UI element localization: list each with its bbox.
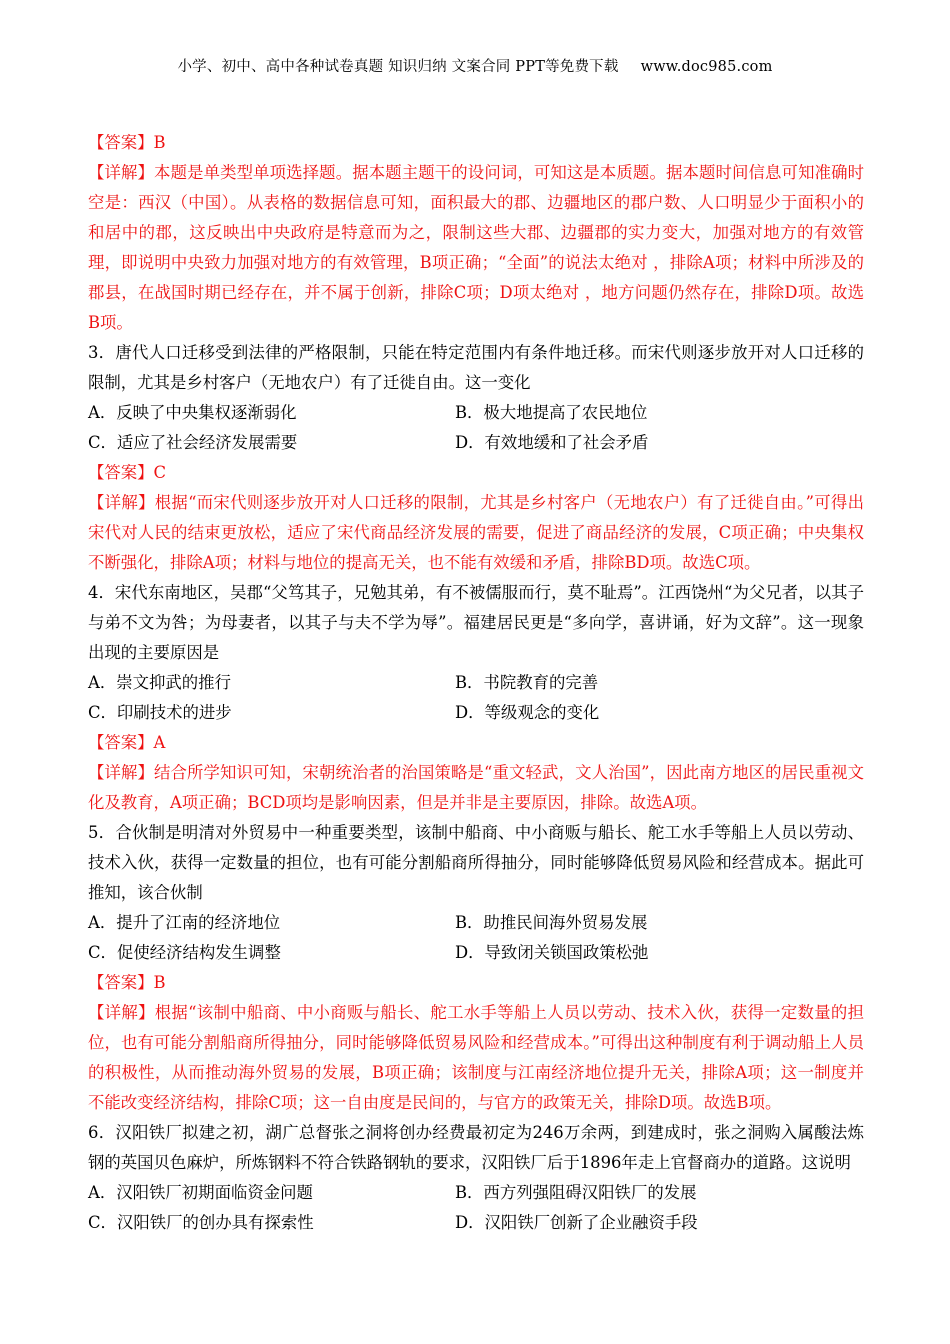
q3-option-c: C．适应了社会经济发展需要 [88, 433, 298, 452]
q6-option-a: A．汉阳铁厂初期面临资金问题 [88, 1183, 313, 1202]
q5-option-b: B．助推民间海外贸易发展 [455, 913, 648, 932]
q3-answer: 【答案】C [88, 463, 167, 482]
q3-option-d: D．有效地缓和了社会矛盾 [455, 433, 649, 452]
q5-option-a: A．提升了江南的经济地位 [88, 913, 281, 932]
q6-options-row2 [88, 1208, 864, 1238]
q5-option-c: C．促使经济结构发生调整 [88, 943, 281, 962]
q4-option-a: A．崇文抑武的推行 [88, 673, 231, 692]
q6-stem: 6．汉阳铁厂拟建之初，湖广总督张之洞将创办经费最初定为246万余两，到建成时，张之洞购入属酸法炼钢的英国贝色麻炉，所炼钢料不符合铁路钢轨的要求，汉阳铁厂后于1896年走上官督商办的道路。这说明 [88, 1123, 864, 1172]
q5-options-row2 [88, 938, 864, 968]
q3-stem: 3．唐代人口迁移受到法律的严格限制，只能在特定范围内有条件地迁移。而宋代则逐步放开对人口迁移的限制，尤其是乡村客户（无地农户）有了迁徙自由。这一变化 [88, 343, 864, 392]
q2-detail: 【详解】本题是单类型单项选择题。据本题主题干的设问词，可知这是本质题。据本题时间信息可知准确时空是：西汉（中国）。从表格的数据信息可知，面积最大的郡、边疆地区的郡户数、人口明显少于面积小的和居中的郡，这反映出中央政府是特意而为之，限制这些大郡、边疆郡的实力变大，加强对地方的有效管理，即说明中央致力加强对地方的有效管理，B项正确；“全面”的说法太绝对 ，排除A项；材料中所涉及的郡县，在战国时期已经存在，并不属于创新，排除C项；D项太绝对 ，地方问题仍然存在，排除D项。故选B项。 [88, 163, 864, 332]
q5-option-d: D．导致闭关锁国政策松弛 [455, 943, 649, 962]
q4-option-d: D．等级观念的变化 [455, 703, 600, 722]
header-text: 小学、初中、高中各种试卷真题 知识归纳 文案合同 PPT等免费下载 [177, 59, 619, 75]
q4-answer: 【答案】A [88, 733, 166, 752]
q2-answer: 【答案】B [88, 133, 166, 152]
q3-option-b: B．极大地提高了农民地位 [455, 403, 648, 422]
q3-detail: 【详解】根据“而宋代则逐步放开对人口迁移的限制，尤其是乡村客户（无地农户）有了迁徙自由。”可得出宋代对人民的结束更放松，适应了宋代商品经济发展的需要，促进了商品经济的发展，C项正确；中央集权不断强化，排除A项；材料与地位的提高无关，也不能有效缓和矛盾，排除BD项。故选C项。 [88, 493, 864, 572]
q5-stem: 5．合伙制是明清对外贸易中一种重要类型，该制中船商、中小商贩与船长、舵工水手等船上人员以劳动、技术入伙，获得一定数量的担位，也有可能分割船商所得抽分，同时能够降低贸易风险和经营成本。据此可推知，该合伙制 [88, 823, 864, 902]
q6-option-c: C．汉阳铁厂的创办具有探索性 [88, 1213, 314, 1232]
header-site-url[interactable]: www.doc985.com [640, 59, 773, 75]
q5-answer: 【答案】B [88, 973, 166, 992]
q4-detail: 【详解】结合所学知识可知，宋朝统治者的治国策略是“重文轻武，文人治国”，因此南方地区的居民重视文化及教育，A项正确；BCD项均是影响因素，但是并非是主要原因，排除。故选A项。 [88, 763, 864, 812]
q5-detail: 【详解】根据“该制中船商、中小商贩与船长、舵工水手等船上人员以劳动、技术入伙，获得一定数量的担位，也有可能分割船商所得抽分，同时能够降低贸易风险和经营成本。”可得出这种制度有利于调动船上人员的积极性，从而推动海外贸易的发展，B项正确；该制度与江南经济地位提升无关，排除A项；这一制度并不能改变经济结构，排除C项；这一自由度是民间的，与官方的政策无关，排除D项。故选B项。 [88, 1003, 864, 1112]
q4-stem: 4．宋代东南地区，吴郡“父笃其子，兄勉其弟，有不被儒服而行，莫不耻焉”。江西饶州“为父兄者，以其子与弟不文为咎；为母妻者，以其子与夫不学为辱”。福建居民更是“多向学，喜讲诵，好为文辞”。这一现象出现的主要原因是 [88, 583, 864, 662]
q4-option-b: B．书院教育的完善 [455, 673, 599, 692]
q3-option-a: A．反映了中央集权逐渐弱化 [88, 403, 297, 422]
q3-options-row2 [88, 428, 864, 458]
q3-options-row1 [88, 398, 864, 428]
document-body [88, 128, 864, 1238]
q4-options-row1 [88, 668, 864, 698]
page-header [0, 56, 950, 78]
q6-option-d: D．汉阳铁厂创新了企业融资手段 [455, 1213, 698, 1232]
q6-option-b: B．西方列强阻碍汉阳铁厂的发展 [455, 1183, 697, 1202]
q4-option-c: C．印刷技术的进步 [88, 703, 232, 722]
q5-options-row1 [88, 908, 864, 938]
q4-options-row2 [88, 698, 864, 728]
q6-options-row1 [88, 1178, 864, 1208]
